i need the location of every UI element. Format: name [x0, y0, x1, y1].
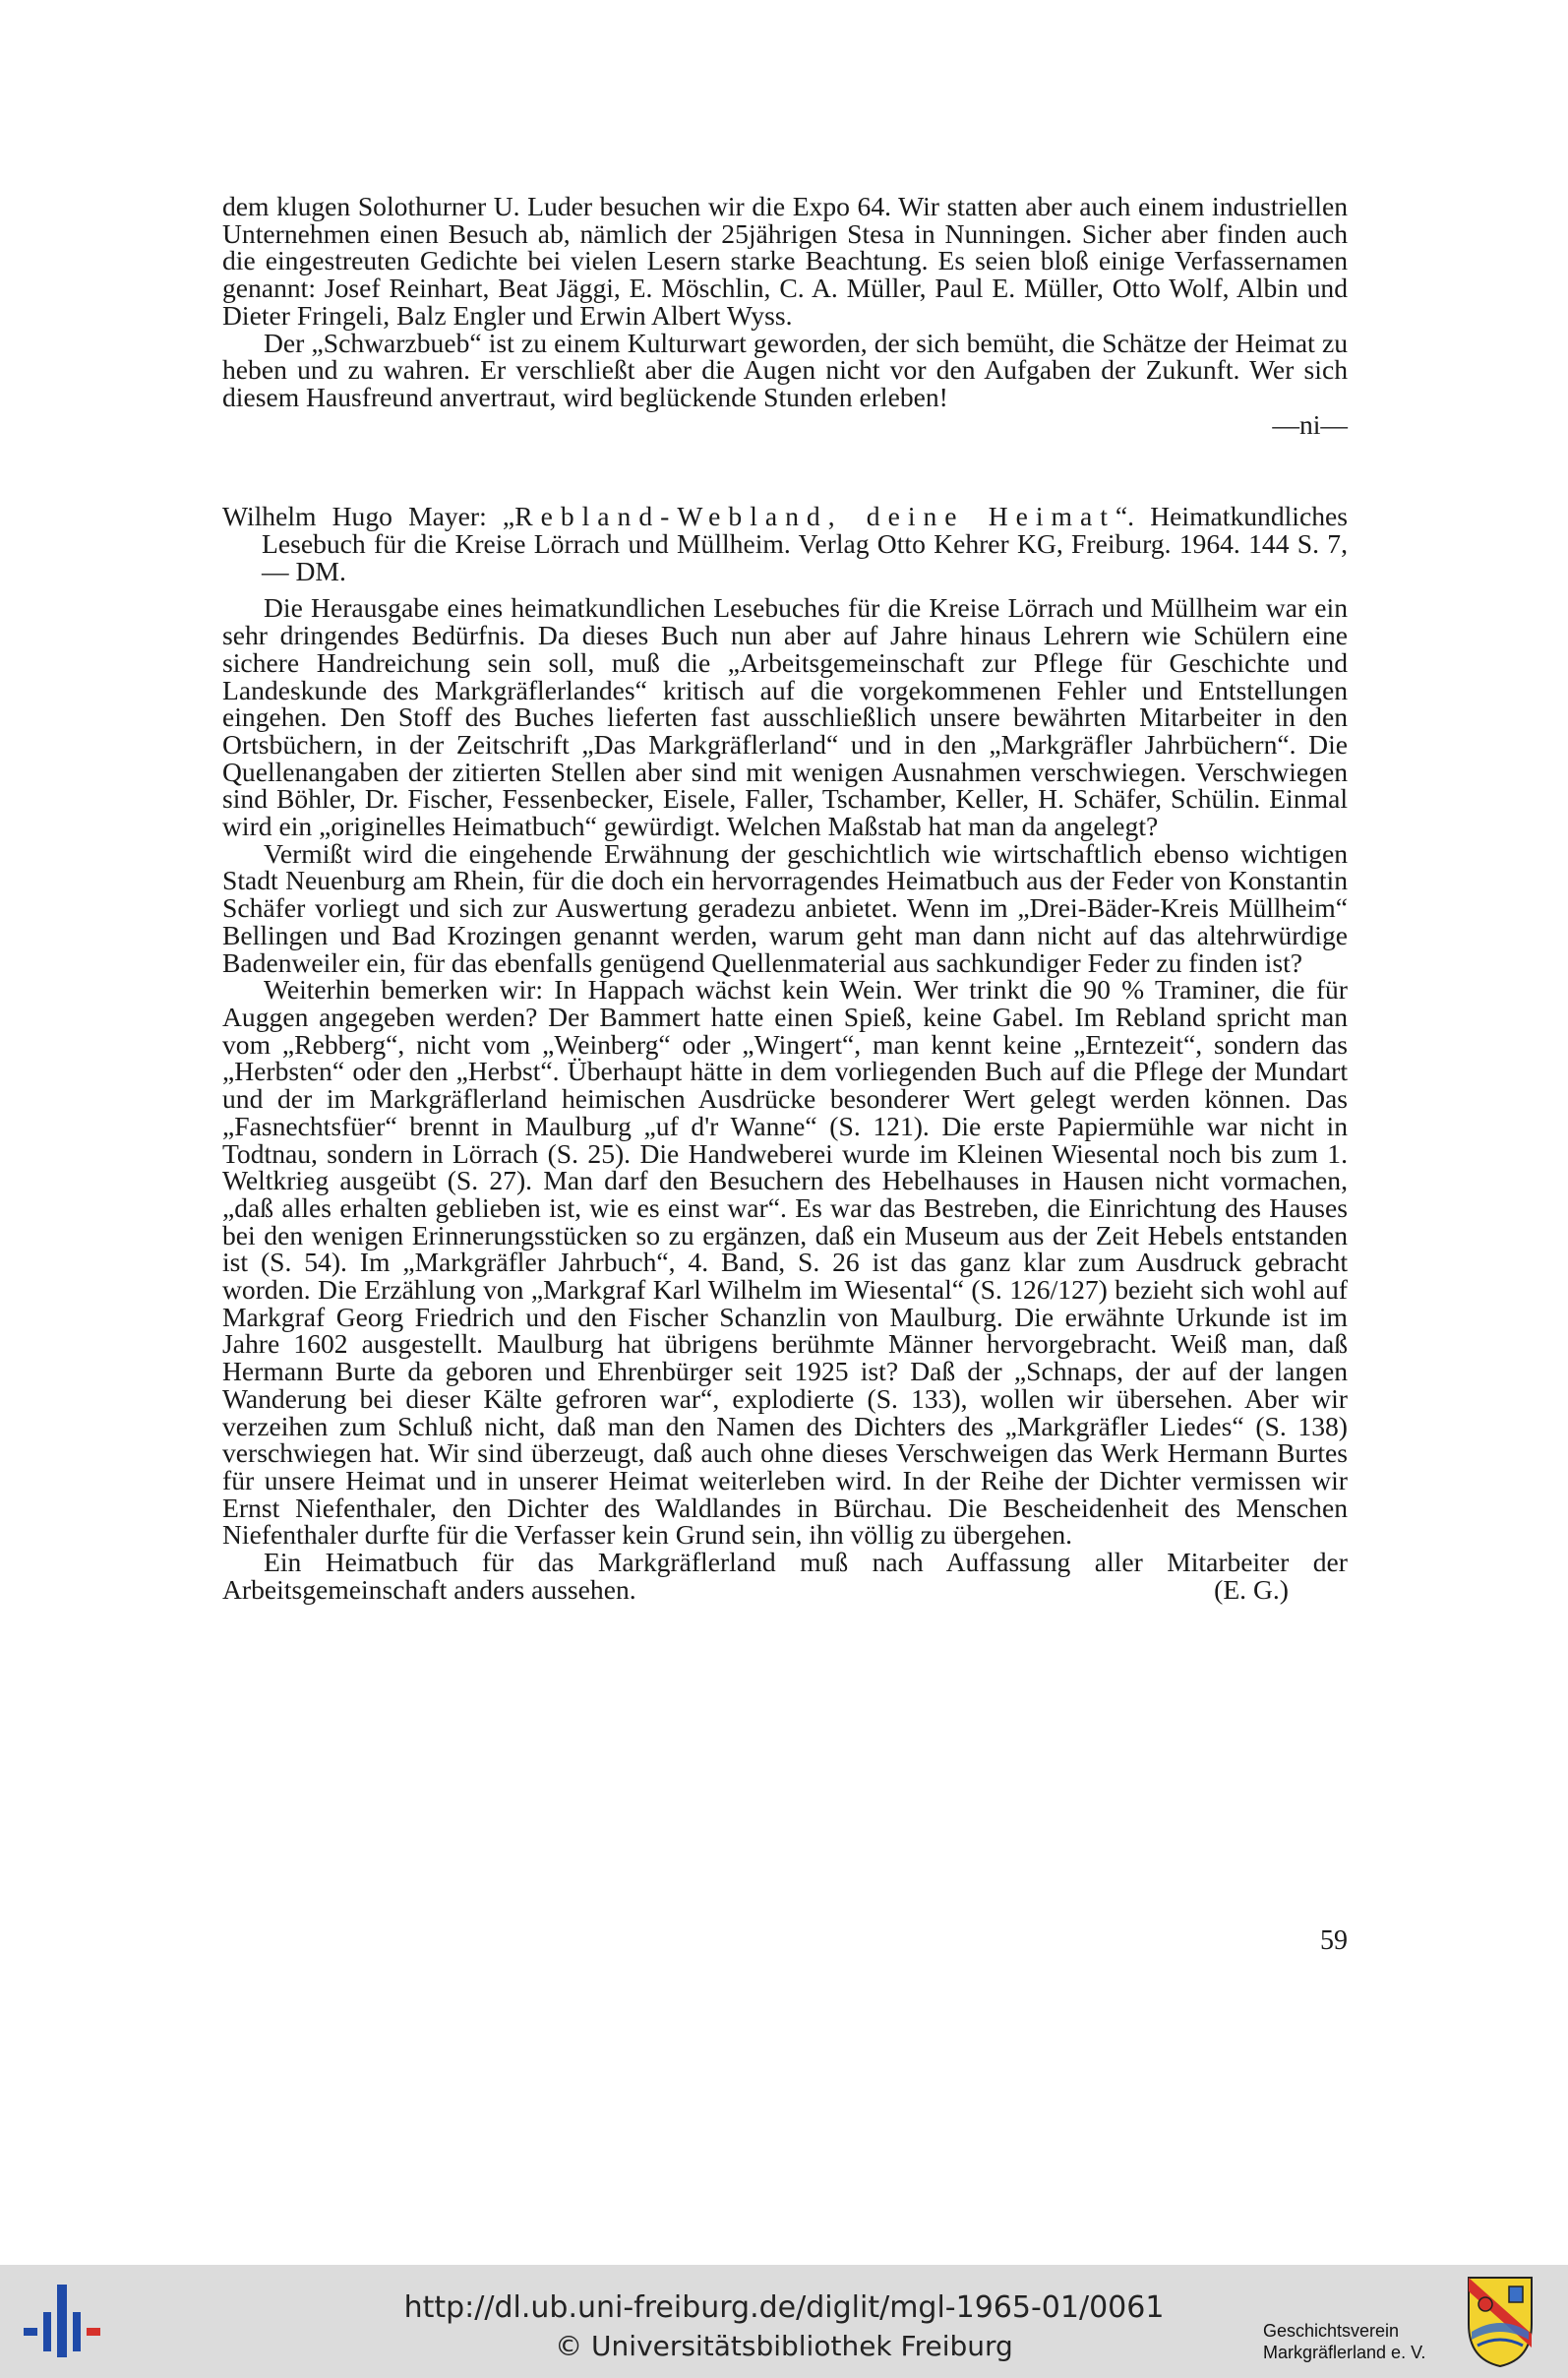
review2-heading-details: “. Heimatkundliches Lesebuch für die Kreise Lörrach und Müllheim. Verlag Otto Kehrer KG, Freiburg. 1964. 144 S. 7,— DM. [262, 501, 1348, 586]
review2-paragraph-2: Vermißt wird die eingehende Erwähnung der geschichtlich wie wirtschaftlich ebenso wichtigen Stadt Neuenburg am Rhein, für die doch ein hervorragendes Heimatbuch aus der Feder von Konstantin Schäfer vorliegt und sich zur Auswertung geradezu anbietet. Wenn im „Drei-Bäder-Kreis Müllheim“ Bellingen und Bad Krozingen genannt werden, warum geht man dann nicht auf das altehrwürdige Badenweiler ein, für das ebenfalls genügend Quellenmaterial aus sachkundiger Feder zu finden ist? [222, 837, 1348, 978]
society-name-line-1: Geschichtsverein [1263, 2321, 1400, 2341]
footer-copyright: © Universitätsbibliothek Freiburg [555, 2330, 1013, 2362]
review1-signature: —ni— [1272, 408, 1348, 440]
review2-paragraph-1: Die Herausgabe eines heimatkundlichen Lesebuches für die Kreise Lörrach und Müllheim war ein sehr dringendes Bedürfnis. Da dieses Buch nun aber auf Jahre hinaus Lehrern wie Schülern eine sichere Handreichung sein soll, muß die „Arbeitsgemeinschaft zur Pflege für Geschichte und Landeskunde des Markgräflerlandes“ kritisch auf die vorgekommenen Fehler und Entstellungen eingehen. Den Stoff des Buches lieferten fast ausschließlich unsere bewährten Mitarbeiter in den Ortsbüchern, in der Zeitschrift „Das Markgräflerland“ und in den „Markgräfler Jahrbüchern“. Die Quellenangaben der zitierten Stellen aber sind mit wenigen Ausnahmen verschwiegen. Verschwiegen sind Böhler, Dr. Fischer, Fessenbecker, Eisele, Faller, Tschamber, Keller, H. Schäfer, Schülin. Einmal wird ein „originelles Heimatbuch“ gewürdigt. Welchen Maßstab hat man da angelegt? [222, 592, 1348, 842]
coat-of-arms-icon [1466, 2275, 1535, 2369]
review2-initials: (E. G.) [1214, 1573, 1289, 1605]
society-name [1263, 2320, 1425, 2363]
review2-paragraph-3: Weiterhin bemerken wir: In Happach wächst kein Wein. Wer trinkt die 90 % Traminer, die für Auggen angegeben werden? Der Bammert hatte einen Spieß, keine Gabel. Im Rebland spricht man vom „Rebberg“, nicht vom „Weinberg“ oder „Wingert“, man kennt keine „Erntezeit“, sondern das „Herbsten“ oder den „Herbst“. Überhaupt hätte in dem vorliegenden Buch auf die Pflege der Mundart und der im Markgräflerland heimischen Ausdrücke besonderer Wert gelegt werden können. Das „Fasnechtsfüer“ brennt in Maulburg „uf d'r Wanne“ (S. 121). Die erste Papiermühle war nicht in Todtnau, sondern in Lörrach (S. 25). Die Handweberei wurde im Kleinen Wiesental noch bis zum 1. Weltkrieg ausgeübt (S. 27). Man darf den Besuchern des Hebelhauses in Hausen nicht vormachen, „daß alles erhalten geblieben ist, wie es einst war“. Es war das Bestreben, die Einrichtung des Hauses bei den wenigen Erinnerungsstücken so zu ergänzen, daß ein Museum aus der Zeit Hebels entstanden ist (S. 54). Im „Markgräfler Jahrbuch“, 4. Band, S. 26 ist das ganz klar zum Ausdruck gebracht worden. Die Erzählung von „Markgraf Karl Wilhelm im Wiesental“ (S. 126/127) bezieht sich wohl auf Markgraf Georg Friedrich und den Fischer Schanzlin von Maulburg. Die erwähnte Urkunde ist im Jahre 1602 ausgestellt. Maulburg hat übrigens berühmte Männer hervorgebracht. Weiß man, daß Hermann Burte da geboren und Ehrenbürger seit 1925 ist? Daß der „Schnaps, der auf der langen Wanderung bei dieser Kälte gefroren war“, explodierte (S. 133), wollen wir übersehen. Aber wir verzeihen zum Schluß nicht, daß man den Namen des Dichters des „Markgräfler Liedes“ (S. 138) verschwiegen hat. Wir sind überzeugt, daß auch ohne dieses Verschweigen das Werk Hermann Burtes für unsere Heimat und in unserer Heimat weiterleben wird. In der Reihe der Dichter vermissen wir Ernst Niefenthaler, den Dichter des Waldlandes in Bürchau. Die Bescheidenheit des Menschen Niefenthaler durfte für die Verfasser kein Grund sein, ihn völlig zu übergehen. [222, 974, 1348, 1551]
page-body [222, 193, 1348, 1603]
society-name-line-2: Markgräflerland e. V. [1263, 2343, 1426, 2362]
review1-paragraph-2: Der „Schwarzbueb“ ist zu einem Kulturwart geworden, der sich bemüht, die Schätze der Heimat zu heben und zu wahren. Er verschließt aber die Augen nicht vor den Aufgaben der Zukunft. Wer sich diesem Hausfreund anvertraut, wird beglückende Stunden erleben! [222, 327, 1348, 412]
review2-heading [222, 503, 1348, 584]
review2-closing-text: Ein Heimatbuch für das Markgräflerland muß nach Auffassung aller Mitarbeiter der Arbeitsgemeinschaft anders aussehen. [222, 1547, 1348, 1605]
review2-heading-title: Rebland-Webland, deine Heimat [514, 501, 1116, 532]
page-number: 59 [1320, 1925, 1348, 1956]
footer-url-link[interactable]: http://dl.ub.uni-freiburg.de/diglit/mgl-1965-01/0061 [403, 2290, 1165, 2325]
review2-closing [222, 1549, 1348, 1603]
footer-band [0, 2265, 1568, 2378]
review2-heading-author: Wilhelm Hugo Mayer: „ [222, 501, 515, 532]
review1-paragraph-1: dem klugen Solothurner U. Luder besuchen wir die Expo 64. Wir statten aber auch einem industriellen Unternehmen einen Besuch ab, nämlich der 25jährigen Stesa in Nunningen. Sicher aber finden auch die eingestreuten Gedichte bei vielen Lesern starke Beachtung. Es seien bloß einige Verfassernamen genannt: Josef Reinhart, Beat Jäggi, E. Möschlin, C. A. Müller, Paul E. Müller, Otto Wolf, Albin und Dieter Fringeli, Balz Engler und Erwin Albert Wyss. [222, 191, 1348, 331]
